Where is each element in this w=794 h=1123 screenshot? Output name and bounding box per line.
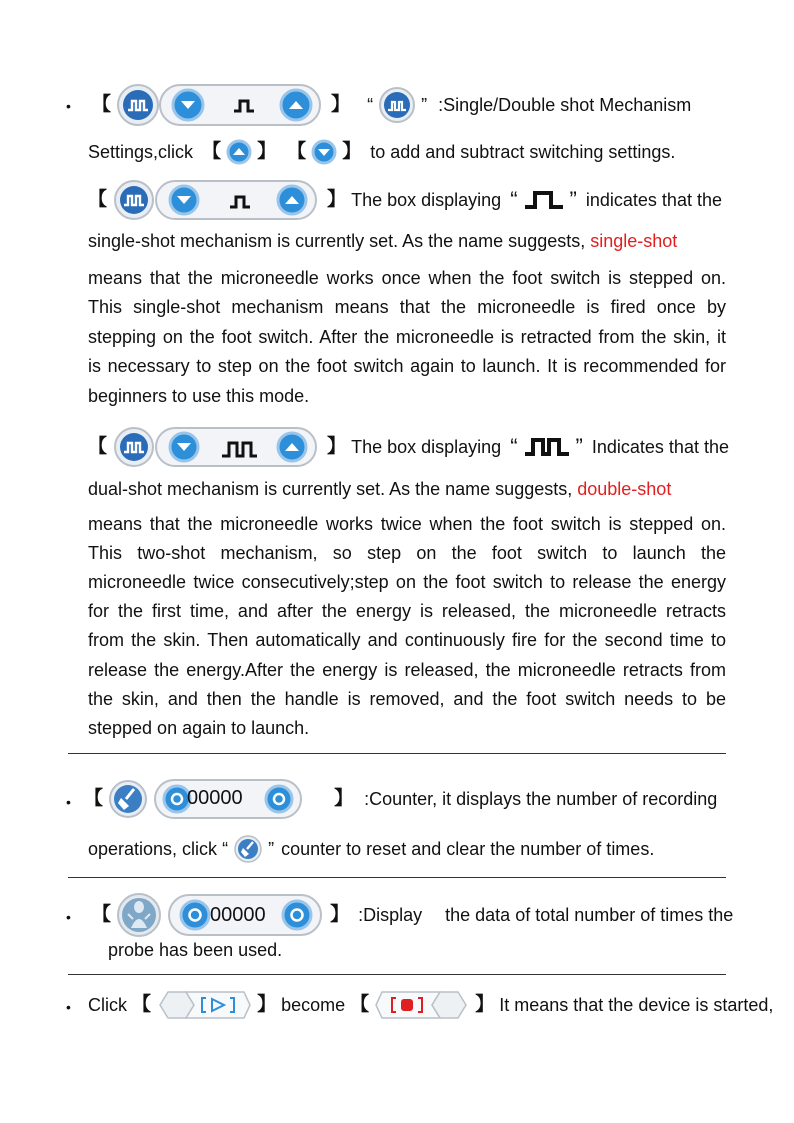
double-shot-body-line: from the skin. Then automatically and continuously fire for the second time to (88, 630, 726, 650)
bracket-open: 【 (202, 141, 222, 162)
single-shot-body-line: is necessary to step on the foot switch again to launch. It is recommended for (88, 356, 726, 376)
click-text: Click (88, 995, 127, 1015)
bracket-close: 】 (475, 994, 495, 1015)
bullet-marker: • (66, 794, 71, 810)
quote-open: “ (367, 95, 374, 115)
quote-close: ” (421, 95, 428, 115)
bracket-close: 】 (257, 994, 277, 1015)
single-shot-highlight: single-shot (590, 231, 678, 251)
bracket-close: 】 (327, 189, 347, 210)
counter-reset-button[interactable] (108, 779, 148, 819)
quote-open: “ (222, 839, 229, 859)
section-divider (68, 877, 726, 878)
double-shot-tail-text: Indicates that the (591, 437, 729, 457)
bracket-open: 【 (287, 141, 307, 162)
bracket-close: 】 (334, 788, 354, 809)
stop-button[interactable] (374, 988, 470, 1022)
quote-close: ” (268, 839, 275, 859)
double-shot-highlight: double-shot (577, 479, 672, 499)
single-shot-body-line: beginners to use this mode. (88, 386, 310, 406)
section-divider (68, 974, 726, 975)
switch-settings-text: to add and subtract switching settings. (370, 142, 676, 162)
bracket-close: 】 (331, 94, 351, 115)
double-shot-body-line: means that the microneedle works twice when the foot switch is stepped on. (88, 514, 726, 534)
counter-line-2-post: counter to reset and clear the number of times. (281, 839, 655, 859)
counter-line-2 (88, 834, 654, 864)
double-shot-body-line: release the energy.After the energy is released, the microneedle retracts from (88, 660, 726, 680)
double-shot-line-2-text: dual-shot mechanism is currently set. As the name suggests, (88, 479, 573, 499)
single-shot-line-2 (88, 230, 677, 252)
bracket-close: 】 (257, 141, 277, 162)
probe-counter-value: 00000 (210, 904, 266, 926)
bracket-close: 】 (327, 436, 347, 457)
bracket-open: 【 (84, 788, 104, 809)
double-shot-body-line: for the first time, and after the energy is released, the microneedle retracts (88, 601, 726, 621)
mechanism-control-widget[interactable] (116, 83, 326, 127)
counter-line (84, 777, 717, 821)
probe-count-label: :Display (358, 905, 423, 925)
double-shot-lead-line (88, 426, 729, 468)
bracket-close: 】 (330, 904, 350, 925)
quote-open: “ (510, 187, 518, 212)
double-shot-body-line: microneedle twice consecutively;step on the foot switch to release the energy (88, 572, 726, 592)
double-shot-body-line: stepped on again to launch. (88, 718, 310, 738)
play-button[interactable] (156, 988, 252, 1022)
bullet-marker: • (66, 98, 71, 114)
device-started-text: It means that the device is started, (499, 995, 774, 1015)
shot-mechanism-title-line (92, 83, 691, 127)
double-shot-body-line: the skin, and then the handle is removed, and the foot switch needs to be (88, 689, 726, 709)
bracket-open: 【 (88, 436, 108, 457)
single-shot-line-2-text: single-shot mechanism is currently set. As the name suggests, (88, 231, 586, 251)
double-shot-body-line: This two-shot mechanism, so step on the foot switch to launch the (88, 543, 726, 563)
pulse-wave-icon[interactable] (378, 86, 416, 124)
double-shot-line-2 (88, 478, 671, 500)
probe-count-line (92, 892, 733, 938)
switch-settings-line (88, 139, 675, 167)
counter-description: :Counter, it displays the number of recording (364, 789, 718, 809)
chevron-down-icon[interactable] (311, 139, 337, 165)
settings-click-text: Settings,click (88, 142, 194, 162)
counter-line-2-pre: operations, click (88, 839, 218, 859)
counter-value: 00000 (187, 787, 243, 809)
double-shot-widget[interactable] (112, 426, 322, 468)
bracket-open: 【 (350, 994, 370, 1015)
bracket-open: 【 (92, 904, 112, 925)
probe-count-description: the data of total number of times the (445, 905, 734, 925)
mechanism-title-text: :Single/Double shot Mechanism (438, 95, 692, 115)
probe-icon (116, 892, 162, 938)
probe-count-line-2: probe has been used. (108, 940, 283, 960)
chevron-up-icon[interactable] (226, 139, 252, 165)
quote-open: “ (510, 434, 518, 459)
single-shot-widget[interactable] (112, 179, 322, 221)
quote-close: ” (569, 187, 577, 212)
quote-close: ” (575, 434, 583, 459)
double-pulse-icon (523, 436, 571, 458)
section-divider (68, 753, 726, 754)
bullet-marker: • (66, 909, 71, 925)
bracket-open: 【 (92, 94, 112, 115)
single-shot-body-line: This single-shot mechanism means that the microneedle is fired once by (88, 297, 726, 317)
single-shot-body-line: stepping on the foot switch. After the microneedle is retracted from the skin, it (88, 327, 726, 347)
broom-icon[interactable] (233, 834, 263, 864)
single-pulse-icon (523, 189, 565, 211)
bracket-open: 【 (132, 994, 152, 1015)
bullet-marker: • (66, 999, 71, 1015)
start-device-line (88, 988, 773, 1024)
bracket-close: 】 (342, 141, 362, 162)
single-shot-tail-text: indicates that the (585, 190, 722, 210)
double-shot-lead-text: The box displaying (351, 437, 502, 457)
single-shot-lead-line (88, 179, 722, 221)
become-text: become (281, 995, 346, 1015)
bracket-open: 【 (88, 189, 108, 210)
single-shot-lead-text: The box displaying (351, 190, 502, 210)
single-shot-body-line: means that the microneedle works once when the foot switch is stepped on. (88, 268, 726, 288)
